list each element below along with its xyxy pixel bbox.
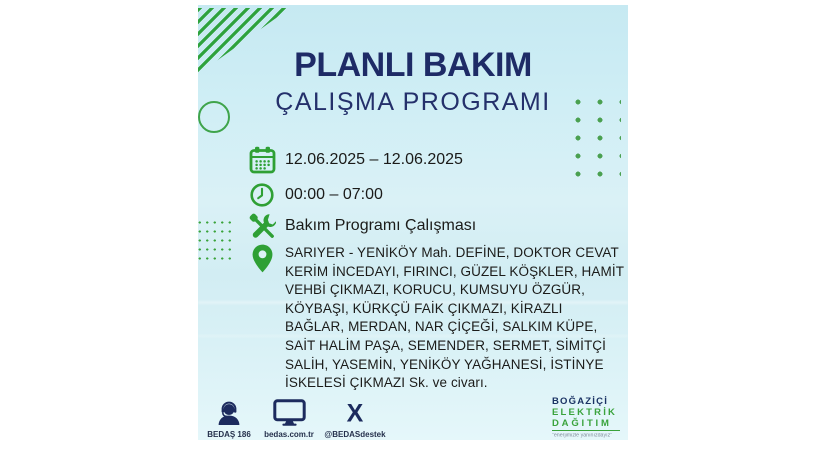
date-row bbox=[248, 145, 463, 175]
contact-x-label: @BEDASdestek bbox=[324, 430, 386, 439]
support-agent-icon bbox=[200, 399, 258, 426]
x-logo-icon bbox=[320, 399, 390, 426]
time-row bbox=[248, 182, 383, 208]
maintenance-poster bbox=[198, 5, 628, 440]
logo-line-elektrik: ELEKTRİK bbox=[552, 407, 618, 418]
contact-phone-label: BEDAŞ 186 bbox=[207, 430, 251, 439]
bogazici-elektrik-logo bbox=[552, 396, 620, 439]
location-pin-icon bbox=[248, 244, 276, 273]
poster-footer bbox=[198, 393, 628, 440]
clock-icon bbox=[248, 183, 276, 207]
work-type-row bbox=[248, 212, 476, 240]
location-row bbox=[248, 244, 624, 393]
contact-phone bbox=[200, 399, 258, 439]
monitor-icon bbox=[258, 399, 320, 426]
tools-icon bbox=[248, 213, 276, 240]
poster-title: PLANLI BAKIM bbox=[294, 46, 532, 84]
dots-grid-left-decoration bbox=[198, 218, 232, 264]
contact-website-label: bedas.com.tr bbox=[264, 430, 314, 439]
location-text: SARIYER - YENİKÖY Mah. DEFİNE, DOKTOR CEVAT KERİM İNCEDAYI, FIRINCI, GÜZEL KÖŞKLER, HAMİT VEHBİ ÇIKMAZI, KORUCU, KUMSUYU ÖZGÜR, KÖYBAŞI, KÜRKÇÜ FAİK ÇIKMAZI, KİRAZLI BAĞLAR, MERDAN, NAR ÇİÇEĞİ, SALKIM KÜPE, SAİT HALİM PAŞA, SEMENDER, SERMET, SİMİTÇİ SALİH, YASEMİN, YENİKÖY YAĞHANESİ, İSTİNYE İSKELESİ ÇIKMAZI Sk. ve civarı. bbox=[285, 245, 624, 391]
svg-text:X: X bbox=[346, 401, 364, 426]
date-range: 12.06.2025 – 12.06.2025 bbox=[285, 151, 463, 168]
contact-website[interactable] bbox=[258, 399, 320, 439]
logo-line-dagitim: DAĞITIM bbox=[552, 418, 620, 431]
logo-tagline: "enerjimizle yanınızdayız" bbox=[552, 433, 613, 439]
calendar-icon bbox=[248, 146, 276, 174]
time-range: 00:00 – 07:00 bbox=[285, 186, 383, 203]
poster-subtitle: ÇALIŞMA PROGRAMI bbox=[275, 88, 551, 116]
work-type: Bakım Programı Çalışması bbox=[285, 217, 477, 234]
contact-x-account[interactable] bbox=[320, 399, 390, 439]
logo-line-bogazici: BOĞAZİÇİ bbox=[552, 396, 609, 407]
